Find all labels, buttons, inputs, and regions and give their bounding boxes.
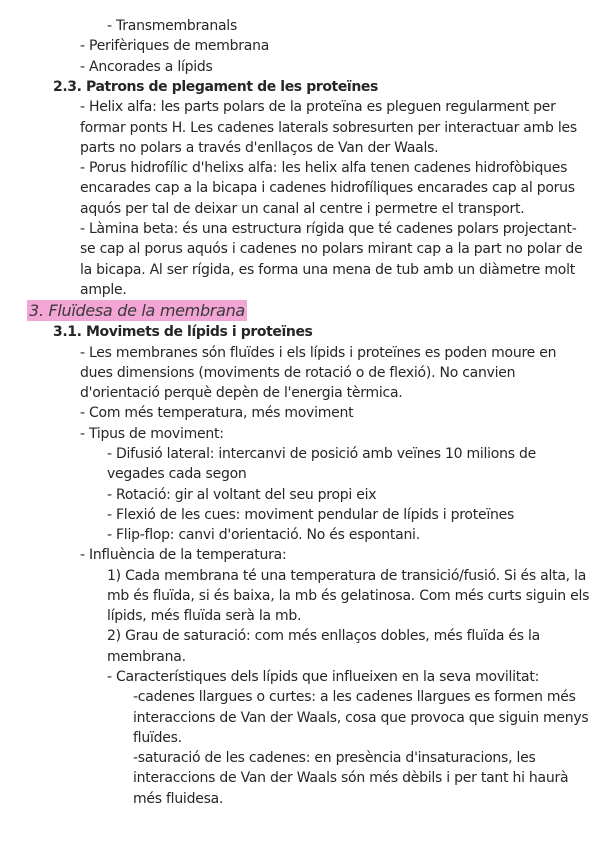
text-line: -saturació de les cadenes: en presència d'insaturacions, les xyxy=(133,750,536,766)
text-line: lípids, més fluïda serà la mb. xyxy=(107,608,302,624)
text-line: encarades cap a la bicapa i cadenes hidrofíliques encarades cap al porus xyxy=(80,180,575,196)
text-line: - Característiques dels lípids que influeixen en la seva movilitat: xyxy=(107,669,540,685)
text-line: se cap al porus aquós i cadenes no polars mirant cap a la part no polar de xyxy=(80,241,583,257)
text-line: 2) Grau de saturació: com més enllaços dobles, més fluïda és la xyxy=(107,628,540,644)
text-line: ample. xyxy=(80,282,127,298)
text-line: 1) Cada membrana té una temperatura de transició/fusió. Si és alta, la xyxy=(107,568,587,584)
text-line: membrana. xyxy=(107,649,186,665)
text-line: formar ponts H. Les cadenes laterals sobresurten per interactuar amb les xyxy=(80,120,577,136)
list-item: - Flexió de les cues: moviment pendular de lípids i proteïnes xyxy=(107,507,514,523)
section-heading-3-1: 3.1. Movimets de lípids i proteïnes xyxy=(53,324,313,340)
section-heading-3: 3. Fluïdesa de la membrana xyxy=(29,301,245,320)
list-item: - Difusió lateral: intercanvi de posició amb veïnes 10 milions de xyxy=(107,446,536,462)
list-item: - Rotació: gir al voltant del seu propi eix xyxy=(107,487,377,503)
text-line: la bicapa. Al ser rígida, es forma una mena de tub amb un diàmetre molt xyxy=(80,262,575,278)
section-heading-2-3: 2.3. Patrons de plegament de les proteïnes xyxy=(53,79,378,95)
text-line: - Làmina beta: és una estructura rígida que té cadenes polars projectant- xyxy=(80,221,577,237)
list-item: - Ancorades a lípids xyxy=(80,59,213,75)
text-line: d'orientació perquè depèn de l'energia tèrmica. xyxy=(80,385,403,401)
text-line: fluïdes. xyxy=(133,730,182,746)
text-line: parts no polars a través d'enllaços de Van der Waals. xyxy=(80,140,439,156)
text-line: interaccions de Van der Waals, cosa que provoca que siguin menys xyxy=(133,710,589,726)
text-line: - Porus hidrofílic d'helixs alfa: les helix alfa tenen cadenes hidrofòbiques xyxy=(80,160,568,176)
list-item: - Transmembranals xyxy=(107,18,237,34)
list-item: - Perifèriques de membrana xyxy=(80,38,270,54)
text-line: aquós per tal de deixar un canal al centre i permetre el transport. xyxy=(80,201,525,217)
list-item: - Influència de la temperatura: xyxy=(80,547,287,563)
text-line: més fluidesa. xyxy=(133,791,224,807)
text-line: interaccions de Van der Waals són més dèbils i per tant hi haurà xyxy=(133,770,569,786)
text-line: - Com més temperatura, més moviment xyxy=(80,405,354,421)
list-item: vegades cada segon xyxy=(107,466,247,482)
text-line: mb és fluïda, si és baixa, la mb és gelatinosa. Com més curts siguin els xyxy=(107,588,590,604)
list-item: - Flip-flop: canvi d'orientació. No és espontani. xyxy=(107,527,420,543)
text-line: - Tipus de moviment: xyxy=(80,426,224,442)
text-line: - Helix alfa: les parts polars de la proteïna es pleguen regularment per xyxy=(80,99,556,115)
text-line: dues dimensions (moviments de rotació o de flexió). No canvien xyxy=(80,365,516,381)
text-line: -cadenes llargues o curtes: a les cadenes llargues es formen més xyxy=(133,689,576,705)
text-line: - Les membranes són fluïdes i els lípids i proteïnes es poden moure en xyxy=(80,345,557,361)
